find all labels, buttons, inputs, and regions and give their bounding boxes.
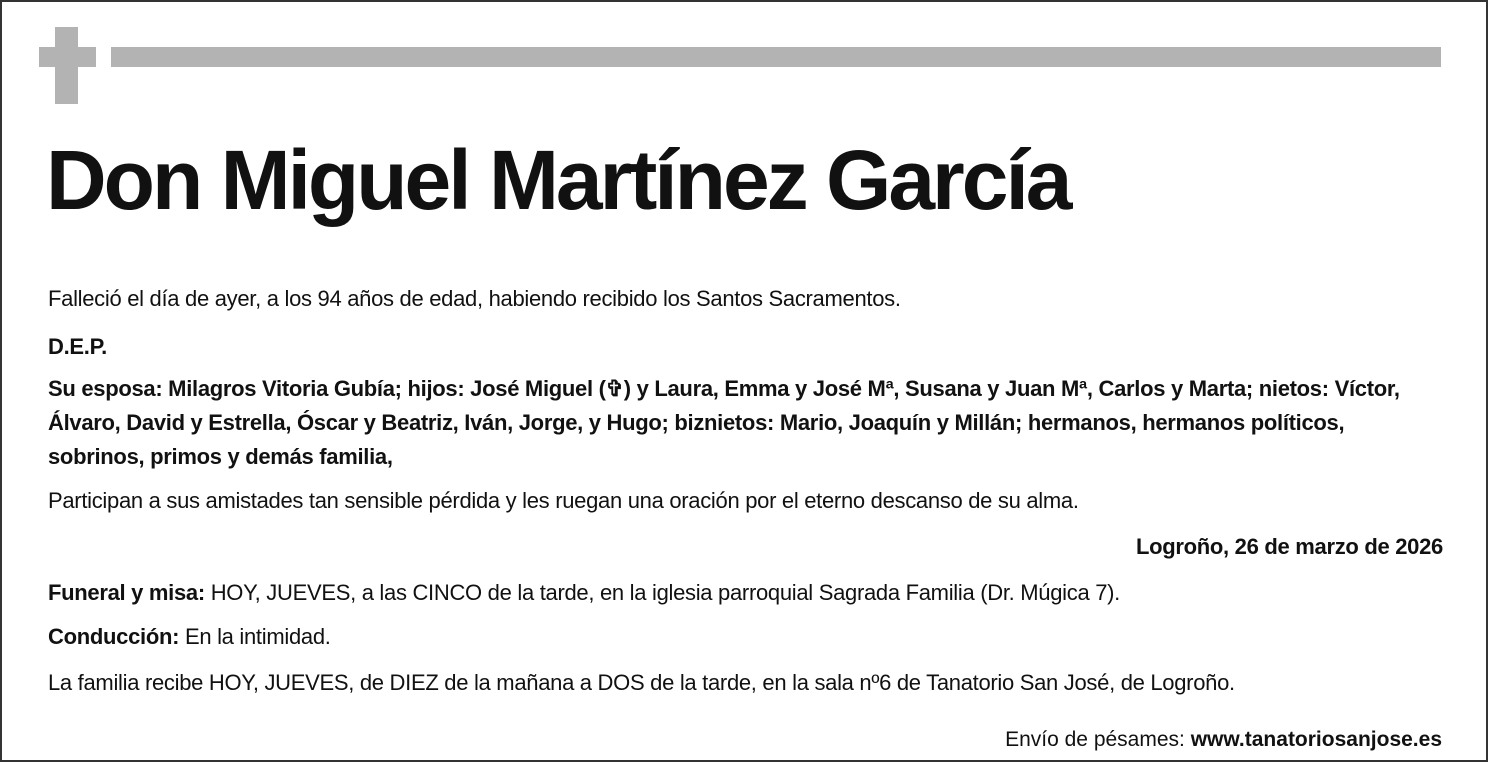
conduction-info — [48, 620, 1443, 654]
condolences-link[interactable]: www.tanatoriosanjose.es — [1190, 728, 1442, 751]
intro-text: Falleció el día de ayer, a los 94 años de edad, habiendo recibido los Santos Sacramentos. — [48, 286, 901, 311]
reception-text: La familia recibe HOY, JUEVES, de DIEZ de la mañana a DOS de la tarde, en la sala nº6 de Tanatorio San José, de Logroño. — [48, 670, 1235, 695]
condolences-label: Envío de pésames: — [1005, 728, 1191, 751]
place-date: Logroño, 26 de marzo de 2026 — [1135, 534, 1443, 559]
header-rule — [111, 47, 1441, 67]
dep-text: D.E.P. — [48, 334, 107, 359]
funeral-info — [48, 576, 1443, 610]
condolences — [1005, 728, 1442, 752]
conduction-label: Conducción: — [48, 624, 180, 649]
funeral-text: HOY, JUEVES, a las CINCO de la tarde, en la iglesia parroquial Sagrada Familia (Dr. Múgica 7). — [204, 580, 1120, 605]
family-text: Su esposa: Milagros Vitoria Gubía; hijos: José Miguel (✞) y Laura, Emma y José Mª, Susana y Juan Mª, Carlos y Marta; nietos: Víctor, Álvaro, David y Estrella, Óscar y Beatriz, Iván, Jorge, y Hugo; biznietos: Mario, Joaquín y Millán; hermanos, hermanos políticos, sobrinos, primos y demás familia, — [48, 376, 1400, 469]
cross-icon-arm — [39, 47, 96, 67]
conduction-text: En la intimidad. — [179, 624, 331, 649]
participation-text: Participan a sus amistades tan sensible pérdida y les ruegan una oración por el eterno descanso de su alma. — [48, 488, 1079, 513]
funeral-label: Funeral y misa: — [48, 580, 205, 605]
deceased-name: Don Miguel Martínez García — [46, 133, 1070, 227]
